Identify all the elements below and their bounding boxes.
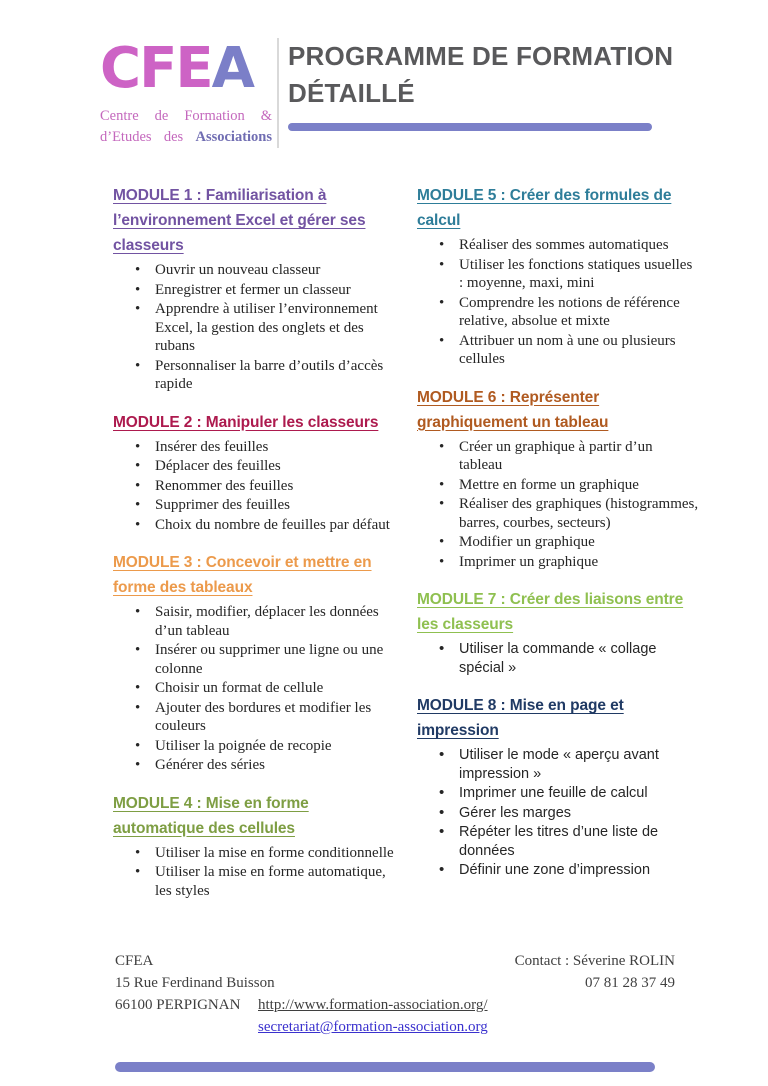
module-item: • Ouvrir un nouveau classeur [113, 261, 395, 280]
module-heading: MODULE 1 : Familiarisation à l’environnement Excel et gérer ses classeurs [113, 187, 366, 254]
logo-tagline-line-2-purple: Associations [195, 129, 273, 145]
footer-accent-bar [115, 1062, 655, 1072]
column-right [417, 183, 699, 916]
footer [0, 950, 768, 1050]
footer-links [258, 994, 488, 1038]
module-item: • Supprimer des feuilles [113, 496, 395, 515]
page-title [288, 38, 673, 112]
module-item: • Imprimer une feuille de calcul [417, 784, 699, 803]
module-item: • Générer des séries [113, 756, 395, 775]
module-8 [417, 693, 699, 880]
page-title-line-2: DÉTAILLÉ [288, 78, 415, 108]
module-item: • Utiliser la mise en forme conditionnelle [113, 844, 395, 863]
program-columns [113, 183, 699, 916]
module-item: • Gérer les marges [417, 804, 699, 823]
module-heading: MODULE 6 : Représenter graphiquement un tableau [417, 388, 609, 431]
module-item: • Ajouter des bordures et modifier les couleurs [113, 699, 395, 736]
module-heading: MODULE 3 : Concevoir et mettre en forme des tableaux [113, 554, 372, 596]
module-item-list [417, 640, 699, 677]
module-item: • Créer un graphique à partir d’un tableau [417, 438, 699, 475]
logo-acronym [100, 38, 277, 100]
module-item: • Comprendre les notions de référence relative, absolue et mixte [417, 294, 699, 331]
module-item: • Définir une zone d’impression [417, 861, 699, 880]
module-item: • Attribuer un nom à une ou plusieurs cellules [417, 332, 699, 369]
module-item: • Réaliser des graphiques (histogrammes, barres, courbes, secteurs) [417, 495, 699, 532]
title-accent-bar [288, 123, 652, 131]
module-item: • Apprendre à utiliser l’environnement Excel, la gestion des onglets et des rubans [113, 300, 395, 356]
logo-tagline-line-2-pink: d’Etudes des [100, 129, 184, 145]
module-heading: MODULE 7 : Créer des liaisons entre les classeurs [417, 591, 684, 633]
module-item-list [113, 261, 395, 394]
module-item: • Saisir, modifier, déplacer les données d’un tableau [113, 603, 395, 640]
email-link[interactable]: secretariat@formation-association.org [258, 1019, 488, 1035]
header [100, 38, 673, 148]
module-1 [113, 183, 395, 394]
module-item: • Répéter les titres d’une liste de données [417, 823, 699, 860]
module-heading: MODULE 2 : Manipuler les classeurs [113, 413, 379, 431]
footer-contact-name: Contact : Séverine ROLIN [514, 953, 675, 969]
module-item-list [113, 603, 395, 775]
module-item: • Renommer des feuilles [113, 477, 395, 496]
module-item: • Choix du nombre de feuilles par défaut [113, 516, 395, 535]
footer-address-line-1: 15 Rue Ferdinand Buisson [115, 975, 275, 991]
module-heading: MODULE 5 : Créer des formules de calcul [417, 187, 672, 229]
module-item: • Mettre en forme un graphique [417, 476, 699, 495]
module-item: • Utiliser le mode « aperçu avant impression » [417, 746, 699, 783]
module-item: • Enregistrer et fermer un classeur [113, 281, 395, 300]
module-heading: MODULE 4 : Mise en forme automatique des cellules [113, 794, 309, 837]
website-link[interactable]: http://www.formation-association.org/ [258, 997, 488, 1013]
logo-acronym-pink: CFE [100, 36, 212, 101]
logo-tagline-line-1: Centre de Formation & [100, 108, 272, 124]
module-item: • Utiliser la mise en forme automatique, les styles [113, 863, 395, 900]
module-item: • Modifier un graphique [417, 533, 699, 552]
module-item: • Insérer ou supprimer une ligne ou une colonne [113, 641, 395, 678]
footer-contact-phone: 07 81 28 37 49 [585, 975, 675, 991]
module-item-list [417, 746, 699, 880]
module-6 [417, 385, 699, 572]
module-item: • Réaliser des sommes automatiques [417, 236, 699, 255]
logo-tagline-line-2 [100, 127, 272, 148]
module-item-list [113, 844, 395, 901]
module-7 [417, 587, 699, 677]
page-title-line-1: PROGRAMME DE FORMATION [288, 41, 674, 71]
logo-tagline [100, 106, 272, 148]
footer-org-name: CFEA [115, 953, 154, 969]
module-item: • Utiliser la commande « collage spécial » [417, 640, 699, 677]
module-3 [113, 550, 395, 775]
title-block [279, 38, 673, 131]
module-item-list [417, 438, 699, 572]
module-item: • Utiliser la poignée de recopie [113, 737, 395, 756]
module-item: • Insérer des feuilles [113, 438, 395, 457]
module-item: • Déplacer des feuilles [113, 457, 395, 476]
module-item-list [113, 438, 395, 535]
module-item: • Choisir un format de cellule [113, 679, 395, 698]
module-item-list [417, 236, 699, 369]
module-item: • Utiliser les fonctions statiques usuelles : moyenne, maxi, mini [417, 256, 699, 293]
logo-acronym-purple: A [211, 36, 253, 101]
column-left [113, 183, 395, 916]
footer-address-line-2: 66100 PERPIGNAN [115, 997, 241, 1013]
cfea-logo [100, 38, 277, 148]
footer-address-block [115, 950, 275, 1016]
module-4 [113, 791, 395, 901]
module-2 [113, 410, 395, 535]
module-item: • Imprimer un graphique [417, 553, 699, 572]
footer-contact-block [515, 950, 675, 994]
module-heading: MODULE 8 : Mise en page et impression [417, 697, 624, 739]
module-5 [417, 183, 699, 369]
module-item: • Personnaliser la barre d’outils d’accès rapide [113, 357, 395, 394]
